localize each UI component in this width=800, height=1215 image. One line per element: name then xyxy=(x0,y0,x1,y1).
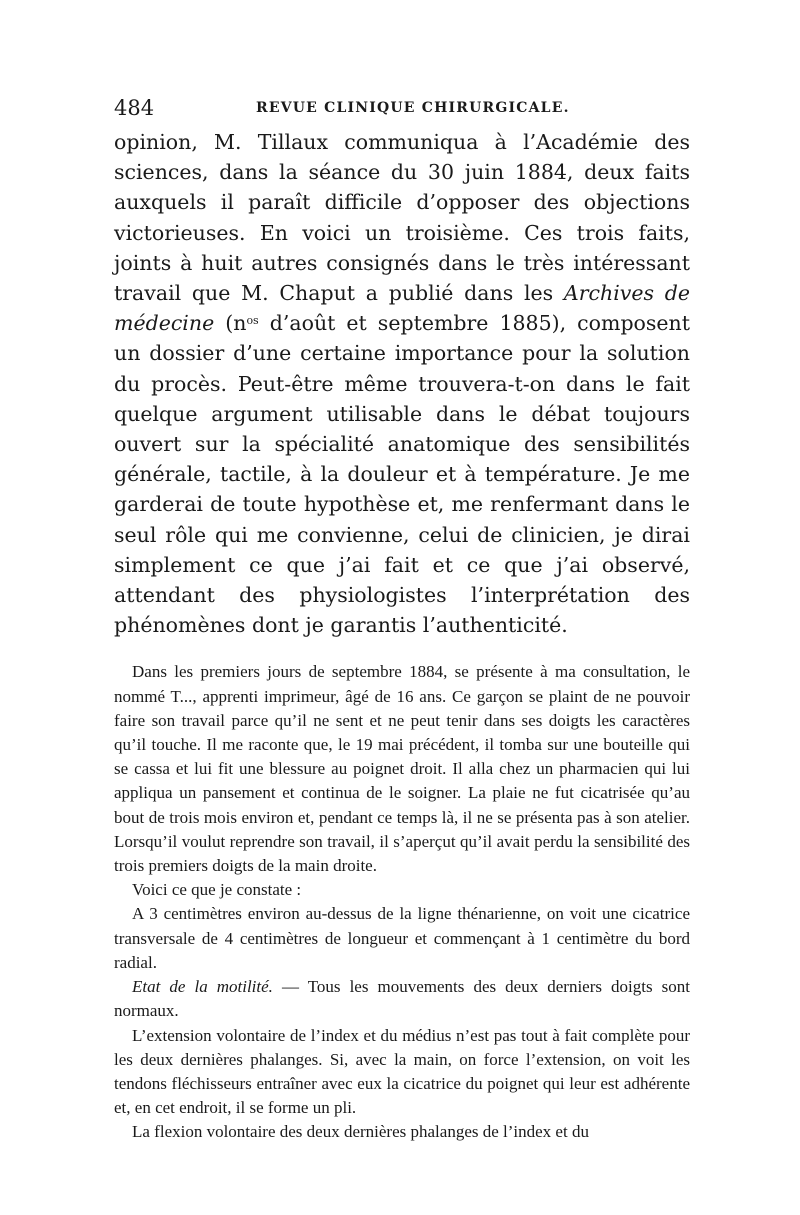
intro-text-part2a: (n xyxy=(214,311,247,336)
page-number: 484 xyxy=(114,96,155,120)
journal-title: Archives de médecine xyxy=(114,281,690,336)
document-page xyxy=(114,95,690,1145)
case-paragraph-flexion: La flexion volontaire des deux dernières phalanges de l’index et du xyxy=(132,1122,589,1142)
motility-heading: Etat de la motilité. xyxy=(132,977,273,997)
running-header xyxy=(114,95,690,121)
case-paragraph-finding-intro: Voici ce que je constate : xyxy=(132,880,302,900)
case-paragraph-scar: A 3 centimètres environ au-dessus de la ligne thénarienne, on voit une cicatrice transversale de 4 centimètres de longueur et commençant à 1 centimètre du bord radial. xyxy=(114,904,690,972)
intro-paragraph xyxy=(114,127,690,640)
case-paragraph-motility xyxy=(114,975,690,1023)
intro-text-part1: opinion, M. Tillaux communiqua à l’Académie des sciences, dans la séance du 30 juin 1884, deux faits auxquels il paraît difficile d’opposer des objections victorieuses. En voici un troisième. Ces trois faits, joints à huit autres consignés dans le très intéressant travail que M. Chaput a publié dans les xyxy=(114,130,690,306)
motility-text: — Tous les mouvements des deux derniers doigts sont normaux. xyxy=(114,977,690,1021)
running-title: REVUE CLINIQUE CHIRURGICALE. xyxy=(256,100,570,116)
case-report xyxy=(114,660,690,1144)
case-paragraph-history: Dans les premiers jours de septembre 1884, se présente à ma consultation, le nommé T..., apprenti imprimeur, âgé de 16 ans. Ce garçon se plaint de ne pouvoir faire son travail parce qu’il ne sent et ne peut tenir dans ses doigts les caractères qu’il touche. Il me raconte que, le 19 mai précédent, il tomba sur une bouteille qui se cassa et lui fit une blessure au poignet droit. Il alla chez un pharmacien qui lui appliqua un pansement et continua de le soigner. La plaie ne fut cicatrisée qu’au bout de trois mois environ et, pendant ce temps là, il ne se présenta pas à son atelier. Lorsqu’il voulut reprendre son travail, il s’aperçut qu’il avait perdu la sensibilité des trois premiers doigts de la main droite. xyxy=(114,662,690,876)
case-paragraph-extension: L’extension volontaire de l’index et du médius n’est pas tout à fait complète pour les deux dernières phalanges. Si, avec la main, on force l’extension, on voit les tendons fléchisseurs entraîner avec eux la cicatrice du poignet qui leur est adhérente et, en cet endroit, il se forme un pli. xyxy=(114,1025,690,1118)
intro-text-part2b: d’août et septembre 1885), composent un dossier d’une certaine importance pour la solution du procès. Peut-être même trouvera-t-on dans le fait quelque argument utilisable dans le débat toujours ouvert sur la spécialité anatomique des sensibilités générale, tactile, à la douleur et à température. Je me garderai de toute hypothèse et, me renfermant dans le seul rôle qui me convienne, celui de clinicien, je dirai simplement ce que j’ai fait et ce que j’ai observé, attendant des physiologistes l’interprétation des phénomènes dont je garantis l’authenticité. xyxy=(114,311,690,638)
issue-superscript: os xyxy=(246,314,259,328)
